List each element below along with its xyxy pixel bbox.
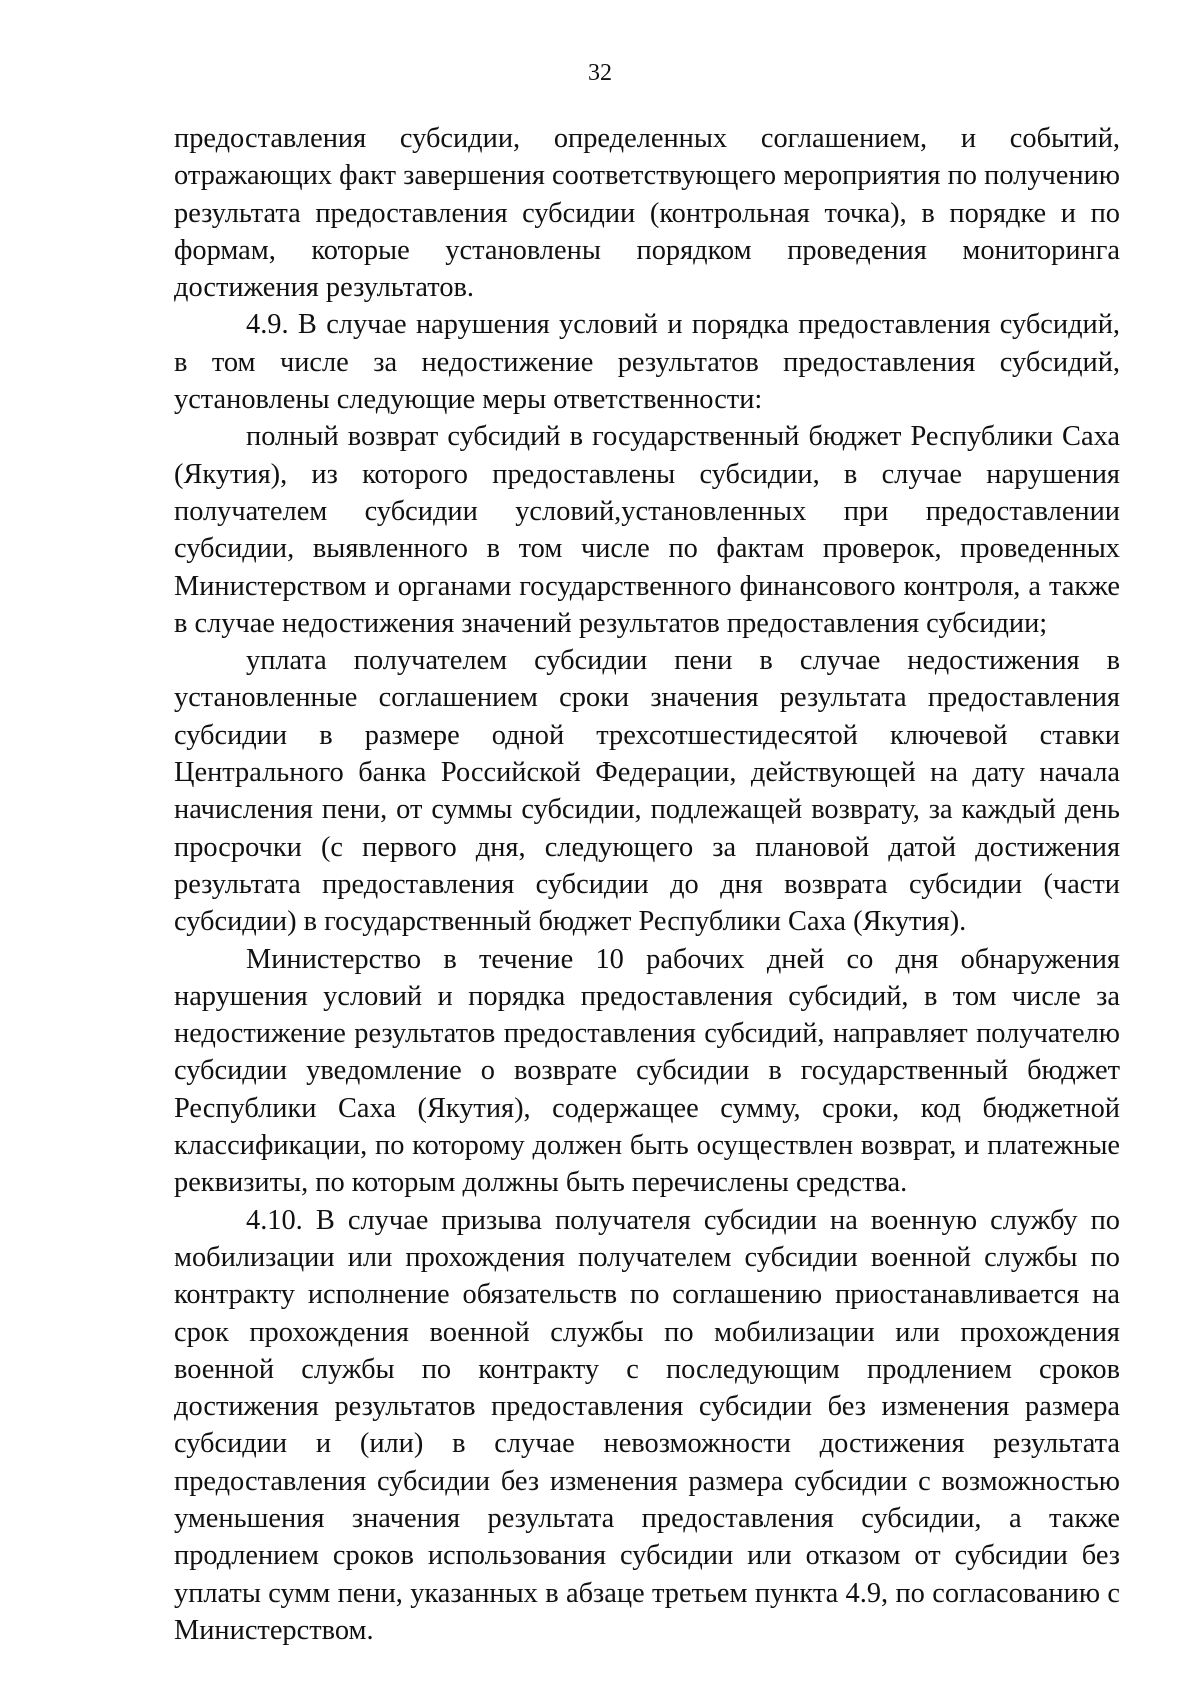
- page-number: 32: [588, 60, 612, 86]
- paragraph-notice: Министерство в течение 10 рабочих дней со дня обнаружения нарушения условий и порядка предоставления субсидий, в том числе за недостижение результатов предоставления субсидий, направляет получателю субсидии уведомление о возврате субсидии в государственный бюджет Республики Саха (Якутия), содержащее сумму, сроки, код бюджетной классификации, по которому должен быть осуществлен возврат, и платежные реквизиты, по которым должны быть перечислены средства.: [174, 943, 1120, 1199]
- paragraph-full-return: полный возврат субсидий в государственный бюджет Республики Саха (Якутия), из которого предоставлены субсидии, в случае нарушения получателем субсидии условий,установленных при предоставлении субсидии, выявленного в том числе по фактам проверок, проведенных Министерством и органами государственного финансового контроля, а также в случае недостижения значений результатов предоставления субсидии;: [174, 421, 1120, 639]
- paragraph-penalty: уплата получателем субсидии пени в случае недостижения в установленные соглашением сроки значения результата предоставления субсидии в размере одной трехсотшестидесятой ключевой ставки Центрального банка Российской Федерации, действующей на дату начала начисления пени, от суммы субсидии, подлежащей возврату, за каждый день просрочки (с первого дня, следующего за плановой датой достижения результата предоставления субсидии до дня возврата субсидии (части субсидии) в государственный бюджет Республики Саха (Якутия).: [174, 645, 1120, 938]
- document-body: [174, 120, 1120, 1649]
- paragraph-clause-4-10: 4.10. В случае призыва получателя субсидии на военную службу по мобилизации или прохождения получателем субсидии военной службы по контракту исполнение обязательств по соглашению приостанавливается на срок прохождения военной службы по мобилизации или прохождения военной службы по контракту с последующим продлением сроков достижения результатов предоставления субсидии без изменения размера субсидии и (или) в случае невозможности достижения результата предоставления субсидии без изменения размера субсидии с возможностью уменьшения значения результата предоставления субсидии, а также продлением сроков использования субсидии или отказом от субсидии без уплаты сумм пени, указанных в абзаце третьем пункта 4.9, по согласованию с Министерством.: [174, 1204, 1120, 1646]
- paragraph-continuation: предоставления субсидии, определенных соглашением, и событий, отражающих факт завершения соответствующего мероприятия по получению результата предоставления субсидии (контрольная точка), в порядке и по формам, которые установлены порядком проведения мониторинга достижения результатов.: [174, 123, 1120, 304]
- paragraph-clause-4-9: 4.9. В случае нарушения условий и порядка предоставления субсидий, в том числе за недостижение результатов предоставления субсидий, установлены следующие меры ответственности:: [174, 309, 1120, 416]
